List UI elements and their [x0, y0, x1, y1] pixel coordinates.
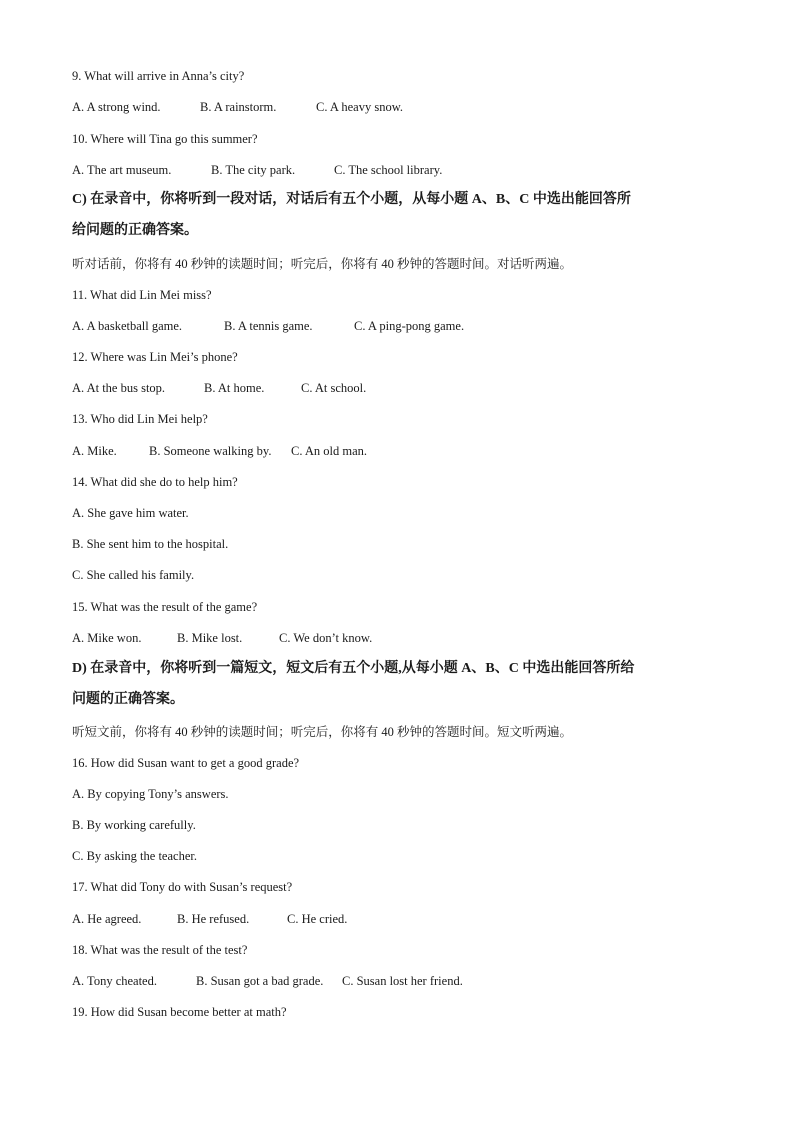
option-b: B. A rainstorm. — [200, 100, 277, 114]
option-c: C. A heavy snow. — [316, 100, 404, 114]
question-16-option-c: C. By asking the teacher. — [72, 849, 197, 863]
option-c: C. At school. — [301, 381, 367, 395]
question-13: 13. Who did Lin Mei help? — [72, 412, 208, 426]
option-a: A. A strong wind. — [72, 100, 161, 114]
question-10-options — [72, 162, 443, 178]
section-d-heading: D) 在录音中，你将听到一篇短文，短文后有五个小题,从每小题 A、B、C 中选出能回答所给 — [72, 661, 635, 676]
option-b: B. Mike lost. — [177, 631, 243, 645]
question-16-option-b: B. By working carefully. — [72, 818, 196, 832]
question-14-option-a: A. She gave him water. — [72, 506, 189, 520]
option-b: B. A tennis game. — [224, 319, 313, 333]
option-c: C. We don’t know. — [279, 631, 373, 645]
section-c-heading: C) 在录音中，你将听到一段对话，对话后有五个小题，从每小题 A、B、C 中选出能回答所 — [72, 192, 631, 207]
option-b: B. Someone walking by. — [149, 444, 272, 458]
question-9: 9. What will arrive in Anna’s city? — [72, 69, 245, 83]
question-11: 11. What did Lin Mei miss? — [72, 288, 212, 302]
section-d-instructions: 听短文前，你将有 40 秒钟的读题时间；听完后，你将有 40 秒钟的答题时间。短文听两遍。 — [72, 725, 573, 739]
section-c-instructions: 听对话前，你将有 40 秒钟的读题时间；听完后，你将有 40 秒钟的答题时间。对话听两遍。 — [72, 257, 573, 271]
question-16-option-a: A. By copying Tony’s answers. — [72, 787, 229, 801]
option-a: A. A basketball game. — [72, 319, 183, 333]
question-11-options — [72, 318, 465, 334]
option-a: A. At the bus stop. — [72, 381, 166, 395]
question-18: 18. What was the result of the test? — [72, 943, 248, 957]
option-c: C. A ping-pong game. — [354, 319, 465, 333]
question-16: 16. How did Susan want to get a good grade? — [72, 756, 300, 770]
option-a: A. Mike. — [72, 444, 117, 458]
question-9-options — [72, 99, 404, 115]
option-c: C. Susan lost her friend. — [342, 974, 463, 988]
option-c: C. He cried. — [287, 912, 348, 926]
question-15: 15. What was the result of the game? — [72, 600, 258, 614]
option-b: B. The city park. — [211, 163, 296, 177]
option-c: C. An old man. — [291, 444, 368, 458]
question-12: 12. Where was Lin Mei’s phone? — [72, 350, 238, 364]
option-a: A. The art museum. — [72, 163, 172, 177]
option-a: A. He agreed. — [72, 912, 142, 926]
option-a: A. Mike won. — [72, 631, 142, 645]
section-d-heading-cont: 问题的正确答案。 — [72, 692, 184, 707]
question-13-options — [72, 443, 368, 459]
question-19: 19. How did Susan become better at math? — [72, 1005, 287, 1019]
question-14-option-c: C. She called his family. — [72, 568, 195, 582]
section-c-heading-cont: 给问题的正确答案。 — [72, 223, 198, 238]
option-c: C. The school library. — [334, 163, 443, 177]
question-12-options — [72, 380, 367, 396]
question-14: 14. What did she do to help him? — [72, 475, 238, 489]
question-10: 10. Where will Tina go this summer? — [72, 132, 258, 146]
option-b: B. He refused. — [177, 912, 250, 926]
option-a: A. Tony cheated. — [72, 974, 157, 988]
question-18-options — [72, 973, 463, 989]
question-17: 17. What did Tony do with Susan’s request? — [72, 880, 293, 894]
question-14-option-b: B. She sent him to the hospital. — [72, 537, 229, 551]
question-17-options — [72, 911, 348, 927]
option-b: B. At home. — [204, 381, 265, 395]
question-15-options — [72, 630, 373, 646]
option-b: B. Susan got a bad grade. — [196, 974, 324, 988]
